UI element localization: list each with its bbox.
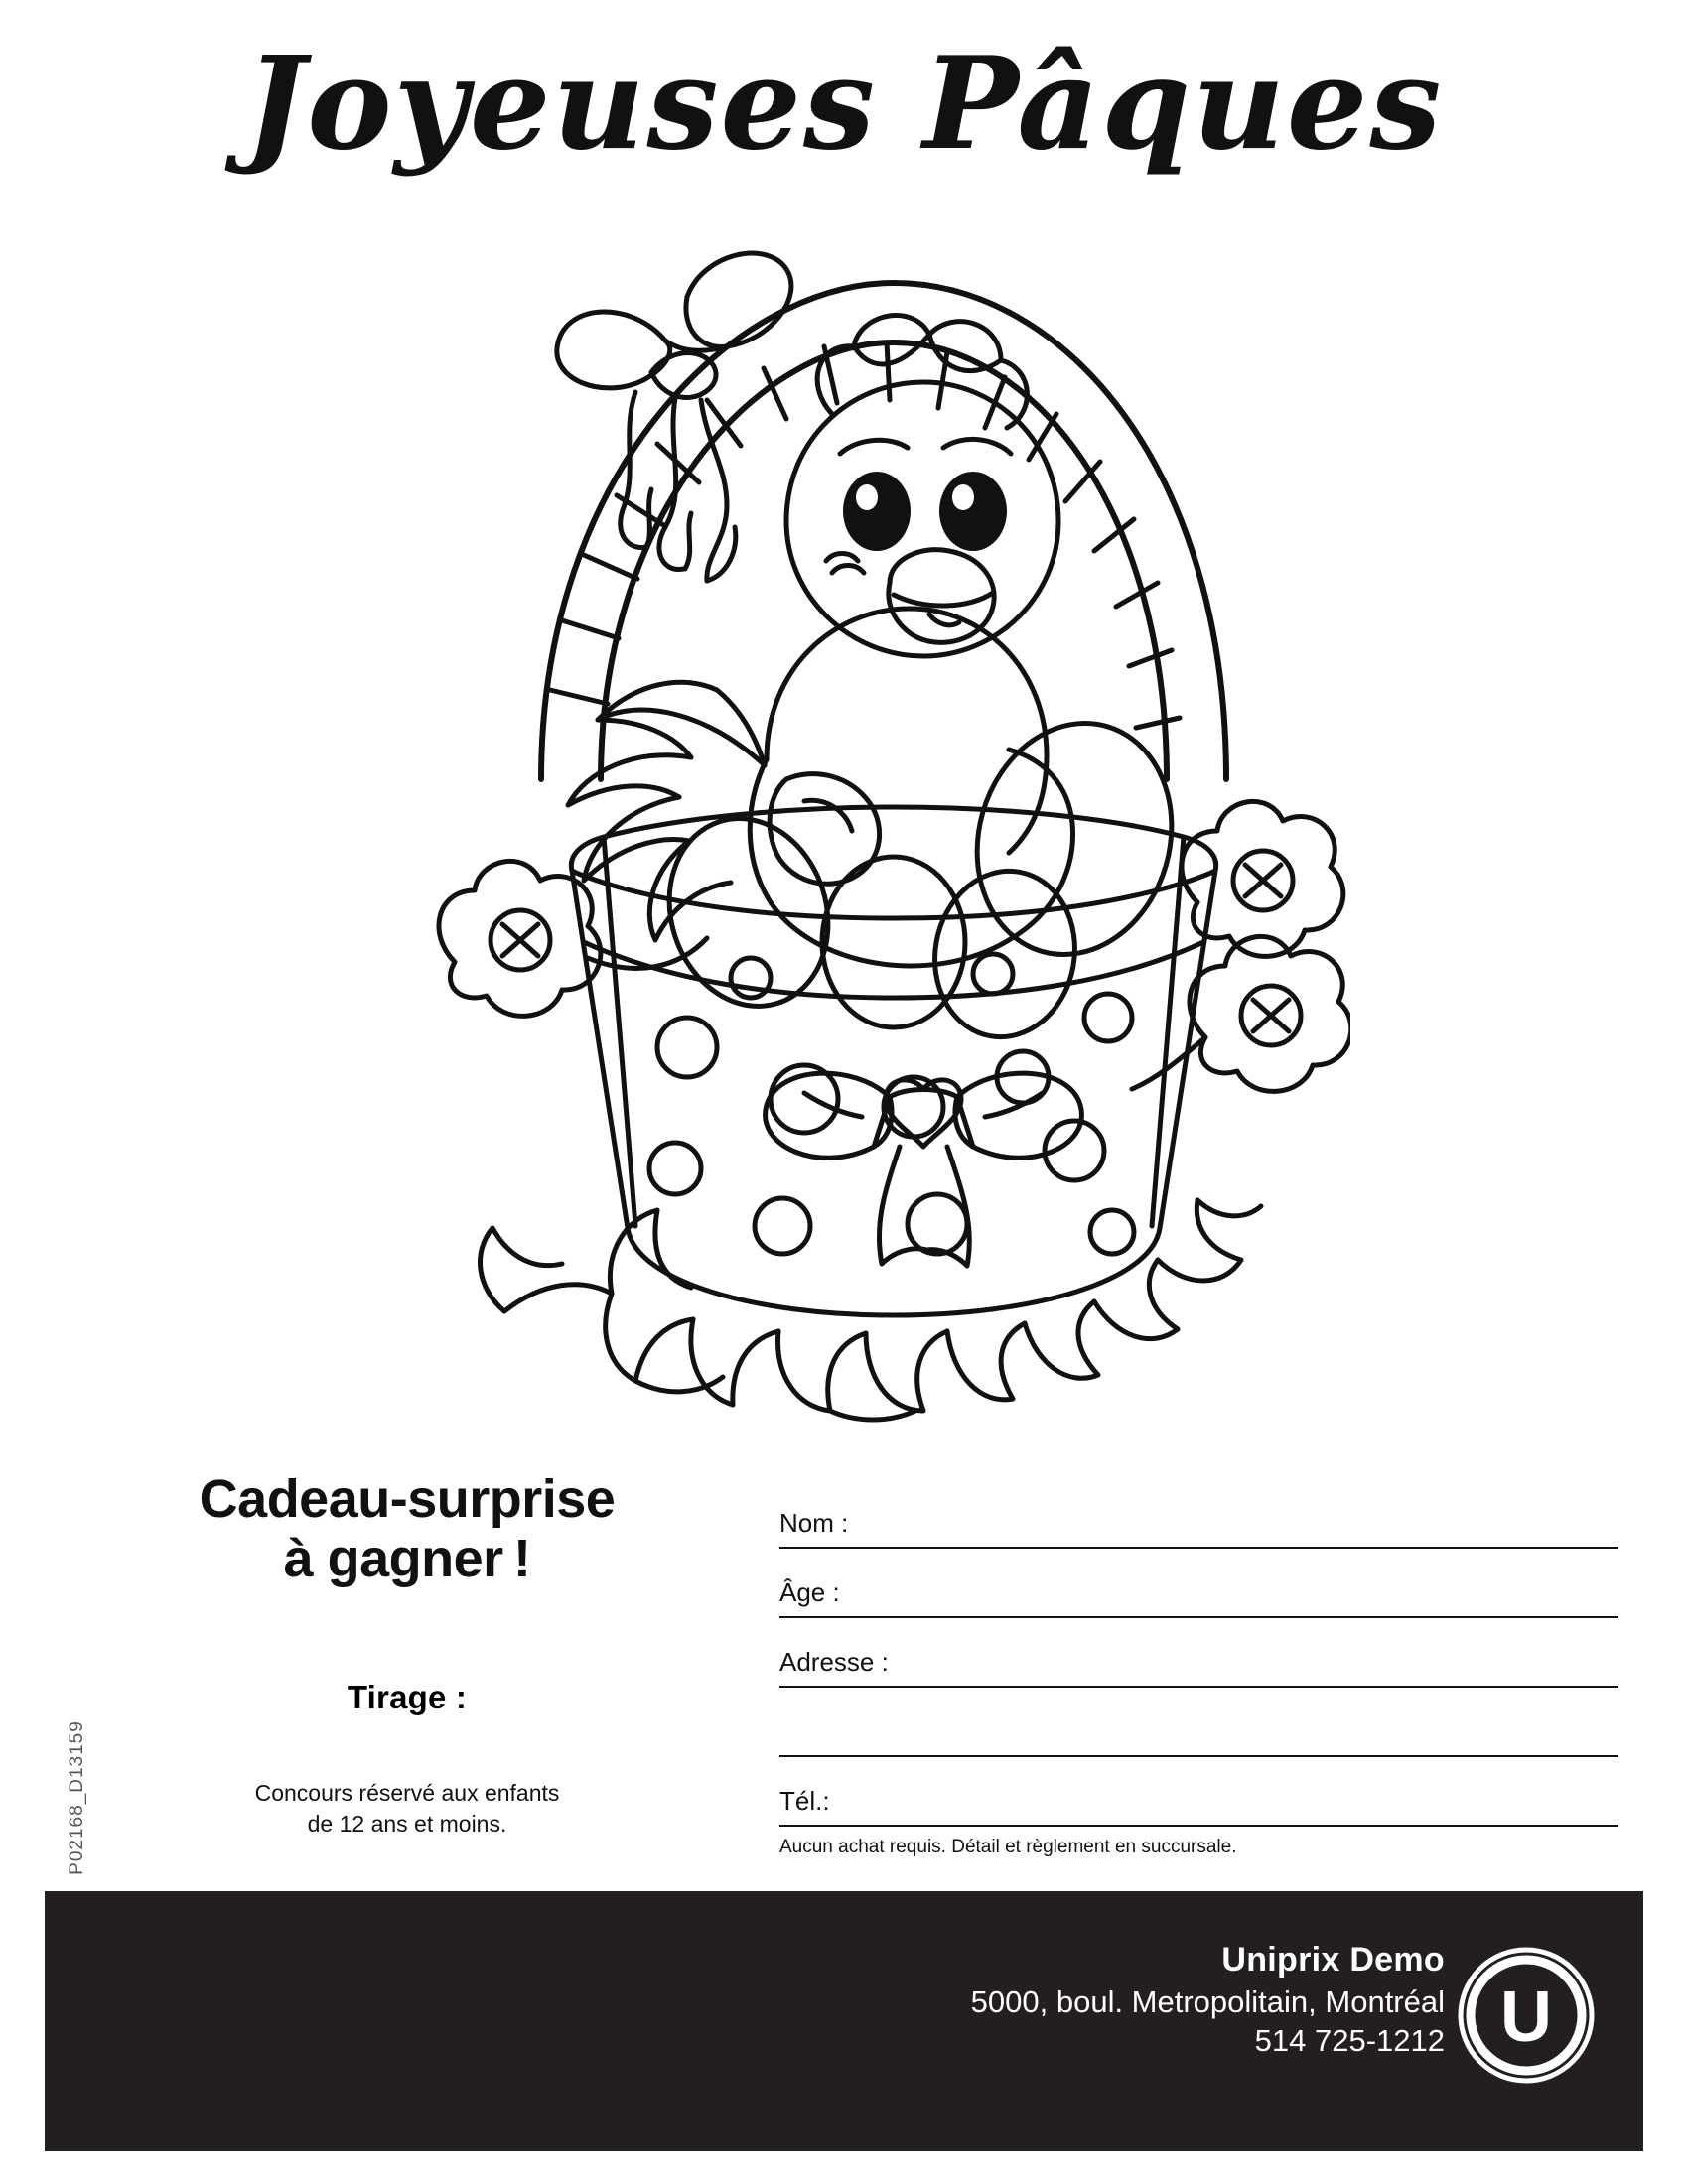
store-info xyxy=(971,1939,1445,2061)
document-reference-code: P02168_D13159 xyxy=(67,1720,87,1875)
store-phone: 514 725-1212 xyxy=(1254,2023,1445,2059)
prize-heading-line1: Cadeau-surprise xyxy=(199,1469,616,1529)
store-name: Uniprix Demo xyxy=(1221,1941,1445,1979)
page-title: Joyeuses Pâques xyxy=(244,30,1444,179)
uniprix-logo-icon xyxy=(1457,1946,1596,2085)
contest-rules xyxy=(99,1778,715,1840)
contest-rules-line2: de 12 ans et moins. xyxy=(307,1810,507,1837)
form-label-telephone: Tél.: xyxy=(779,1786,830,1816)
contest-rules-line1: Concours réservé aux enfants xyxy=(254,1779,560,1806)
form-label-age: Âge : xyxy=(779,1577,840,1607)
form-field-nom[interactable] xyxy=(779,1479,1618,1549)
entry-form xyxy=(779,1479,1618,1858)
form-disclaimer: Aucun achat requis. Détail et règlement en succursale. xyxy=(779,1837,1237,1857)
promo-column xyxy=(99,1469,715,1840)
form-field-adresse-line2[interactable] xyxy=(779,1688,1618,1757)
store-footer-bar xyxy=(45,1891,1643,2151)
uniprix-logo-letter: U xyxy=(1500,1978,1552,2057)
prize-heading-line2: à gagner ! xyxy=(283,1529,531,1589)
form-field-telephone[interactable] xyxy=(779,1757,1618,1827)
form-field-adresse[interactable] xyxy=(779,1618,1618,1688)
prize-heading xyxy=(99,1469,715,1589)
store-address: 5000, boul. Metropolitain, Montréal xyxy=(970,1983,1445,2019)
form-label-adresse: Adresse : xyxy=(779,1647,889,1677)
form-label-nom: Nom : xyxy=(779,1508,849,1538)
form-field-age[interactable] xyxy=(779,1549,1618,1618)
draw-date-label: Tirage : xyxy=(347,1678,468,1715)
easter-basket-chick-coloring-illustration xyxy=(338,223,1350,1449)
